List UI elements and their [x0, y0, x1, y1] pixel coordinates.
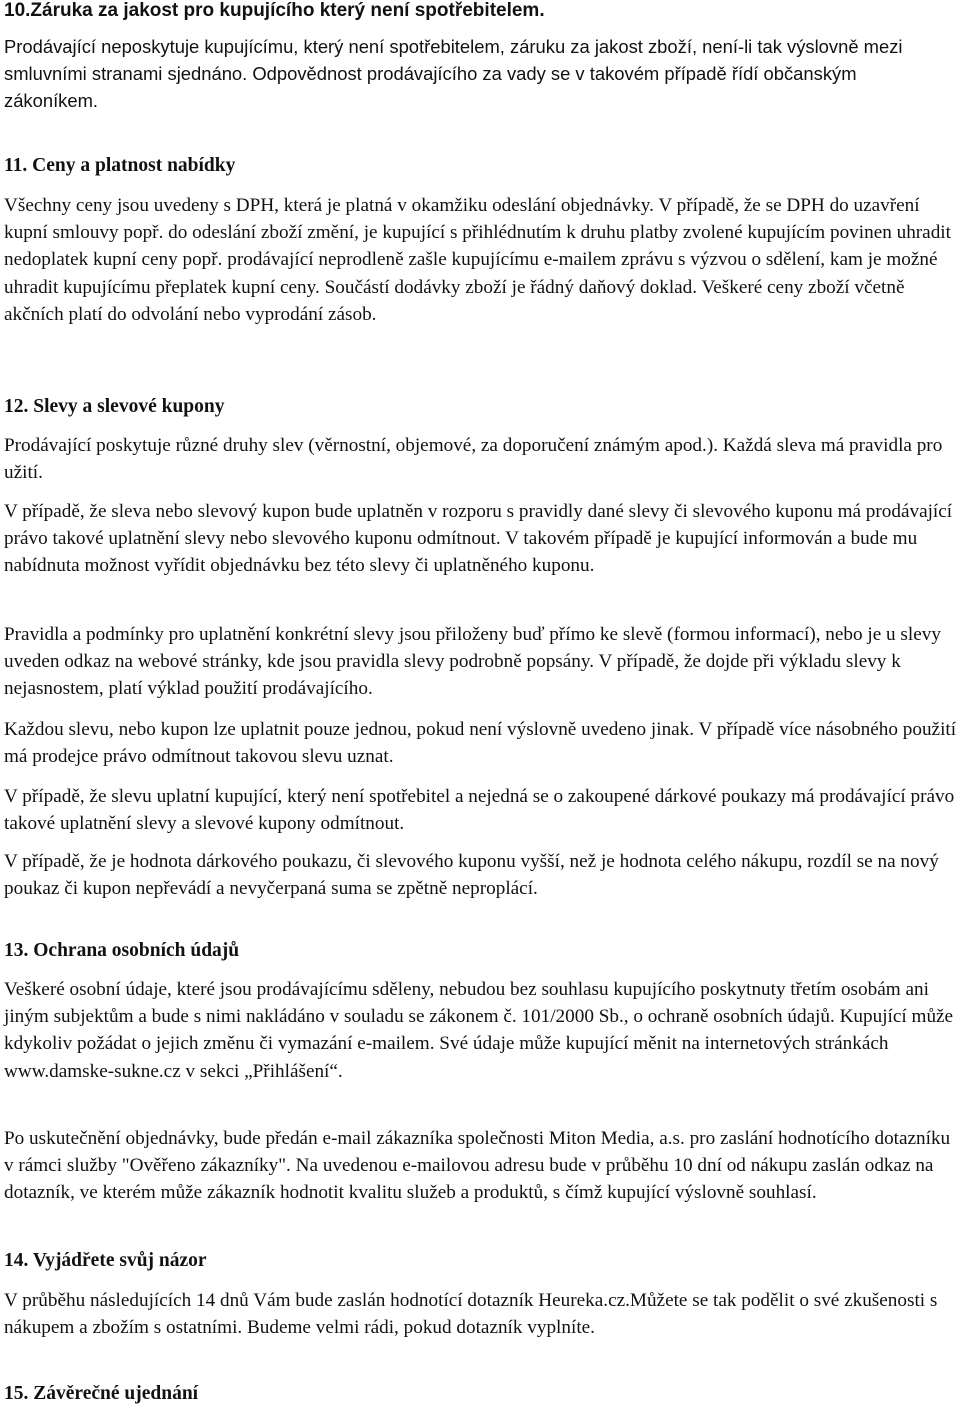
section-14-paragraph-1: V průběhu následujících 14 dnů Vám bude zaslán hodnotící dotazník Heureka.cz.Můžete se tak podělit o své zkušenosti s nákupem a zbožím s ostatními. Budeme velmi rádi, pokud dotazník vyplníte. — [4, 1290, 938, 1339]
section-10-heading: 10.Záruka za jakost pro kupujícího který není spotřebitelem. — [4, 0, 545, 21]
section-15-heading: 15. Závěrečné ujednání — [4, 1383, 199, 1404]
section-11-heading: 11. Ceny a platnost nabídky — [4, 155, 236, 176]
section-13-paragraph-1: Veškeré osobní údaje, které jsou prodávajícímu sděleny, nebudou bez souhlasu kupujícího poskytnuty třetím osobám ani jiným subjektům a bude s nimi nakládáno v souladu se zákonem č. 101/2000 Sb., o ochraně osobních údajů. Kupující může kdykoliv požádat o jejich změnu či vymazání e-mailem. Své údaje může kupující měnit na internetových stránkách www.damske-sukne.cz v sekci „Přihlášení“. — [4, 979, 954, 1082]
section-12-paragraph-4: Každou slevu, nebo kupon lze uplatnit pouze jednou, pokud není výslovně uvedeno jinak. V případě více násobného použití má prodejce právo odmítnout takovou slevu uznat. — [4, 719, 957, 768]
section-11 — [4, 152, 956, 325]
section-13-heading: 13. Ochrana osobních údajů — [4, 940, 240, 961]
section-12-paragraph-1: Prodávající poskytuje různé druhy slev (věrnostní, objemové, za doporučení známým apod.). Každá sleva má pravidla pro užití. — [4, 435, 943, 484]
section-12-paragraph-3: Pravidla a podmínky pro uplatnění konkrétní slevy jsou přiloženy buď přímo ke slevě (formou informací), nebo je u slevy uveden odkaz na webové stránky, kde jsou pravidla slevy podrobně popsány. V případě, že dojde při výkladu slevy k nejasnostem, platí výklad použití prodávajícího. — [4, 624, 941, 700]
section-12-heading: 12. Slevy a slevové kupony — [4, 396, 225, 417]
section-14-heading: 14. Vyjádřete svůj názor — [4, 1250, 207, 1271]
section-11-paragraph-1: Všechny ceny jsou uvedeny s DPH, která je platná v okamžiku odeslání objednávky. V případě, že se DPH do uzavření kupní smlouvy popř. do odeslání zboží změní, je kupující s přihlédnutím k druhu platby zvolené kupujícím povinen uhradit nedoplatek kupní ceny popř. prodávající neprodleně zašle kupujícímu e-mailem zprávu s výzvou o sdělení, kam je možné uhradit kupujícímu přeplatek kupní ceny. Součástí dodávky zboží je řádný daňový doklad. Veškeré ceny zboží včetně akčních platí do odvolání nebo vyprodání zásob. — [4, 195, 951, 325]
section-14 — [4, 1247, 956, 1339]
section-12-paragraph-5: V případě, že slevu uplatní kupující, který není spotřebitel a nejedná se o zakoupené dárkové poukazy má prodávající právo takové uplatnění slevy a slevové kupony odmítnout. — [4, 786, 955, 835]
section-15 — [4, 1380, 956, 1407]
section-12 — [4, 393, 957, 900]
section-13-paragraph-2: Po uskutečnění objednávky, bude předán e-mail zákazníka společnosti Miton Media, a.s. pro zaslání hodnotícího dotazníku v rámci služby "Ověřeno zákazníky". Na uvedenou e-mailovou adresu bude v průběhu 10 dní od nákupu zaslán odkaz na dotazník, ve kterém může zákazník hodnotit kvalitu služeb a produktů, s čímž kupující výslovně souhlasí. — [4, 1128, 951, 1204]
section-12-paragraph-6: V případě, že je hodnota dárkového poukazu, či slevového kuponu vyšší, než je hodnota celého nákupu, rozdíl se na nový poukaz či kupon nepřevádí a nevyčerpaná suma se zpětně neproplácí. — [4, 851, 939, 900]
section-12-paragraph-2: V případě, že sleva nebo slevový kupon bude uplatněn v rozporu s pravidly dané slevy či slevového kuponu má prodávající právo takové uplatnění slevy nebo slevového kuponu odmítnout. V takovém případě je kupující informován a bude mu nabídnuta možnost vyřídit objednávku bez této slevy či uplatněného kuponu. — [4, 501, 953, 577]
section-13 — [4, 937, 956, 1204]
section-10-text: Prodávající neposkytuje kupujícímu, který není spotřebitelem, záruku za jakost zboží, není-li tak výslovně mezi smluvními stranami sjednáno. Odpovědnost prodávajícího za vady se v takovém případě řídí občanským zákoníkem. — [4, 36, 903, 112]
